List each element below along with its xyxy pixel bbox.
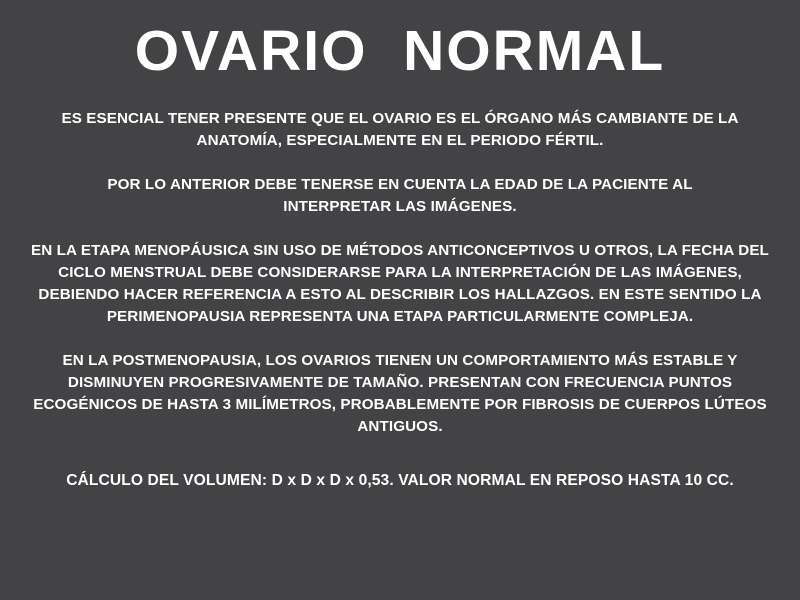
paragraph-2: POR LO ANTERIOR DEBE TENERSE EN CUENTA LA EDAD DE LA PACIENTE AL INTERPRETAR LAS IMÁGENES.	[107, 175, 693, 215]
paragraph-3: EN LA ETAPA MENOPÁUSICA SIN USO DE MÉTODOS ANTICONCEPTIVOS U OTROS, LA FECHA DEL CICLO MENSTRUAL DEBE CONSIDERARSE PARA LA INTERPRETACIÓN DE LAS IMÁGENES, DEBIENDO HACER REFERENCIA A ESTO AL DESCRIBIR LOS HALLAZGOS. EN ESTE SENTIDO LA PERIMENOPAUSIA REPRESENTA UNA ETAPA PARTICULARMENTE COMPLEJA.	[31, 241, 769, 326]
paragraph-4: EN LA POSTMENOPAUSIA, LOS OVARIOS TIENEN UN COMPORTAMIENTO MÁS ESTABLE Y DISMINUYEN PROGRESIVAMENTE DE TAMAÑO. PRESENTAN CON FRECUENCIA PUNTOS ECOGÉNICOS DE HASTA 3 MILÍMETROS, PROBABLEMENTE POR FIBROSIS DE CUERPOS LÚTEOS ANTIGUOS.	[33, 352, 767, 436]
page-title: OVARIO NORMAL	[134, 19, 666, 83]
slide-body	[0, 108, 800, 490]
volume-formula-note: CÁLCULO DEL VOLUMEN: D x D x D x 0,53. VALOR NORMAL EN REPOSO HASTA 10 CC.	[66, 472, 734, 490]
paragraph-1: ES ESENCIAL TENER PRESENTE QUE EL OVARIO ES EL ÓRGANO MÁS CAMBIANTE DE LA ANATOMÍA, ESPECIALMENTE EN EL PERIODO FÉRTIL.	[61, 109, 739, 149]
